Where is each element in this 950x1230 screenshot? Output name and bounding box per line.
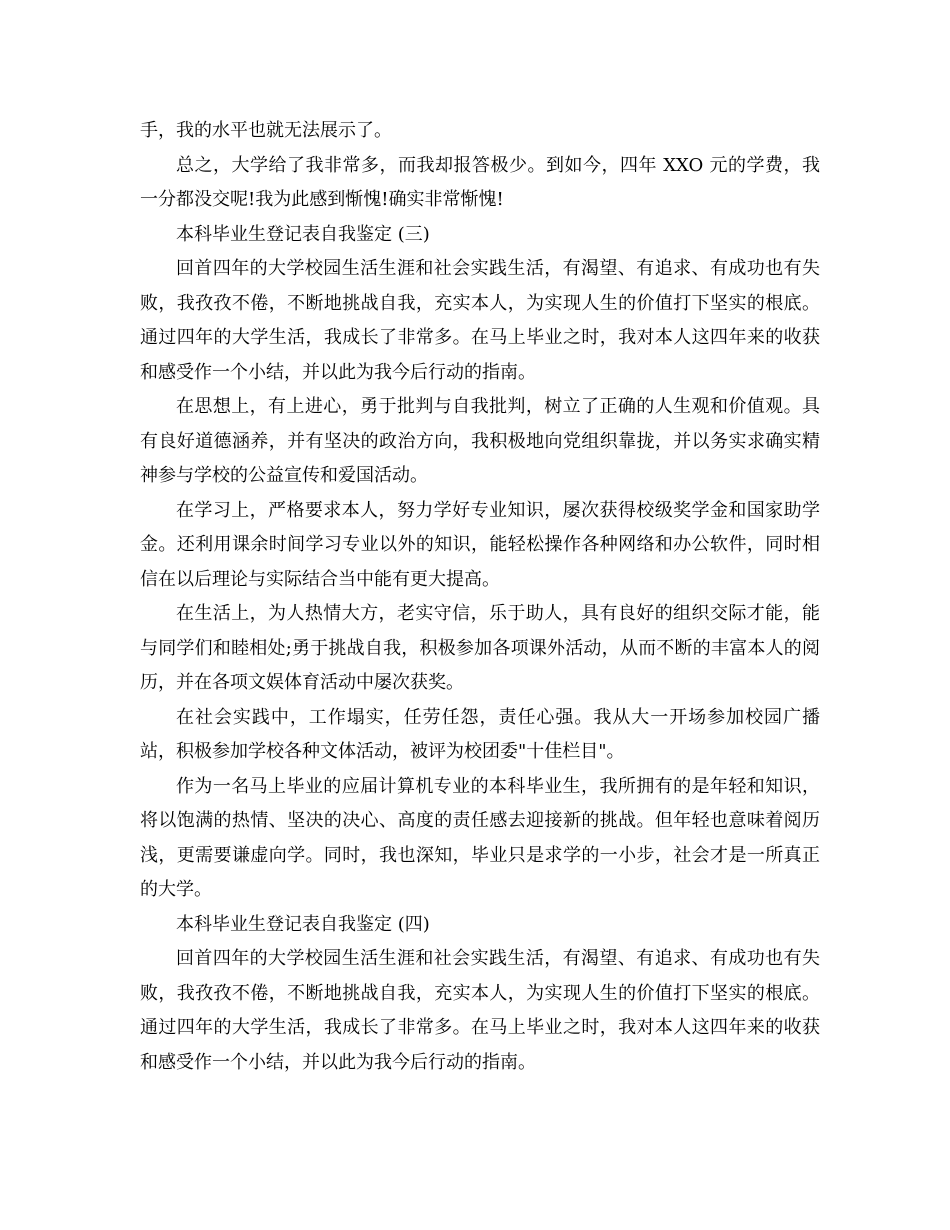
paragraph: 在社会实践中，工作塌实，任劳任怨，责任心强。我从大一开场参加校园广播站，积极参加学校各种文体活动，被评为校团委"十佳栏目"。 xyxy=(140,706,820,762)
paragraph: 在生活上，为人热情大方，老实守信，乐于助人，具有良好的组织交际才能，能与同学们和睦相处;勇于挑战自我，积极参加各项课外活动，从而不断的丰富本人的阅历，并在各项文娱体育活动中屡次获奖。 xyxy=(140,603,820,693)
paragraph: 回首四年的大学校园生活生涯和社会实践生活，有渴望、有追求、有成功也有失败，我孜孜不倦，不断地挑战自我，充实本人，为实现人生的价值打下坚实的根底。通过四年的大学生活，我成长了非常多。在马上毕业之时，我对本人这四年来的收获和感受作一个小结，并以此为我今后行动的指南。 xyxy=(140,948,820,1073)
section-heading: 本科毕业生登记表自我鉴定 (三) xyxy=(176,223,430,245)
section-heading: 本科毕业生登记表自我鉴定 (四) xyxy=(176,913,430,935)
paragraph: 手，我的水平也就无法展示了。 xyxy=(140,120,392,141)
paragraph: 总之，大学给了我非常多，而我却报答极少。到如今，四年 XXO 元的学费，我一分都没交呢!我为此感到惭愧!确实非常惭愧! xyxy=(140,154,820,210)
paragraph: 在学习上，严格要求本人，努力学好专业知识，屡次获得校级奖学金和国家助学金。还利用课余时间学习专业以外的知识，能轻松操作各种网络和办公软件，同时相信在以后理论与实际结合当中能有更大提高。 xyxy=(140,499,820,590)
paragraph: 作为一名马上毕业的应届计算机专业的本科毕业生，我所拥有的是年轻和知识，将以饱满的热情、坚决的决心、高度的责任感去迎接新的挑战。但年轻也意味着阅历浅，更需要谦虚向学。同时，我也深知，毕业只是求学的一小步，社会才是一所真正的大学。 xyxy=(140,775,820,900)
paragraph: 回首四年的大学校园生活生涯和社会实践生活，有渴望、有追求、有成功也有失败，我孜孜不倦，不断地挑战自我，充实本人，为实现人生的价值打下坚实的根底。通过四年的大学生活，我成长了非常多。在马上毕业之时，我对本人这四年来的收获和感受作一个小结，并以此为我今后行动的指南。 xyxy=(140,258,820,383)
paragraph: 在思想上，有上进心，勇于批判与自我批判，树立了正确的人生观和价值观。具有良好道德涵养，并有坚决的政治方向，我积极地向党组织靠拢，并以务实求确实精神参与学校的公益宣传和爱国活动。 xyxy=(140,396,820,486)
document-body xyxy=(140,114,820,1080)
